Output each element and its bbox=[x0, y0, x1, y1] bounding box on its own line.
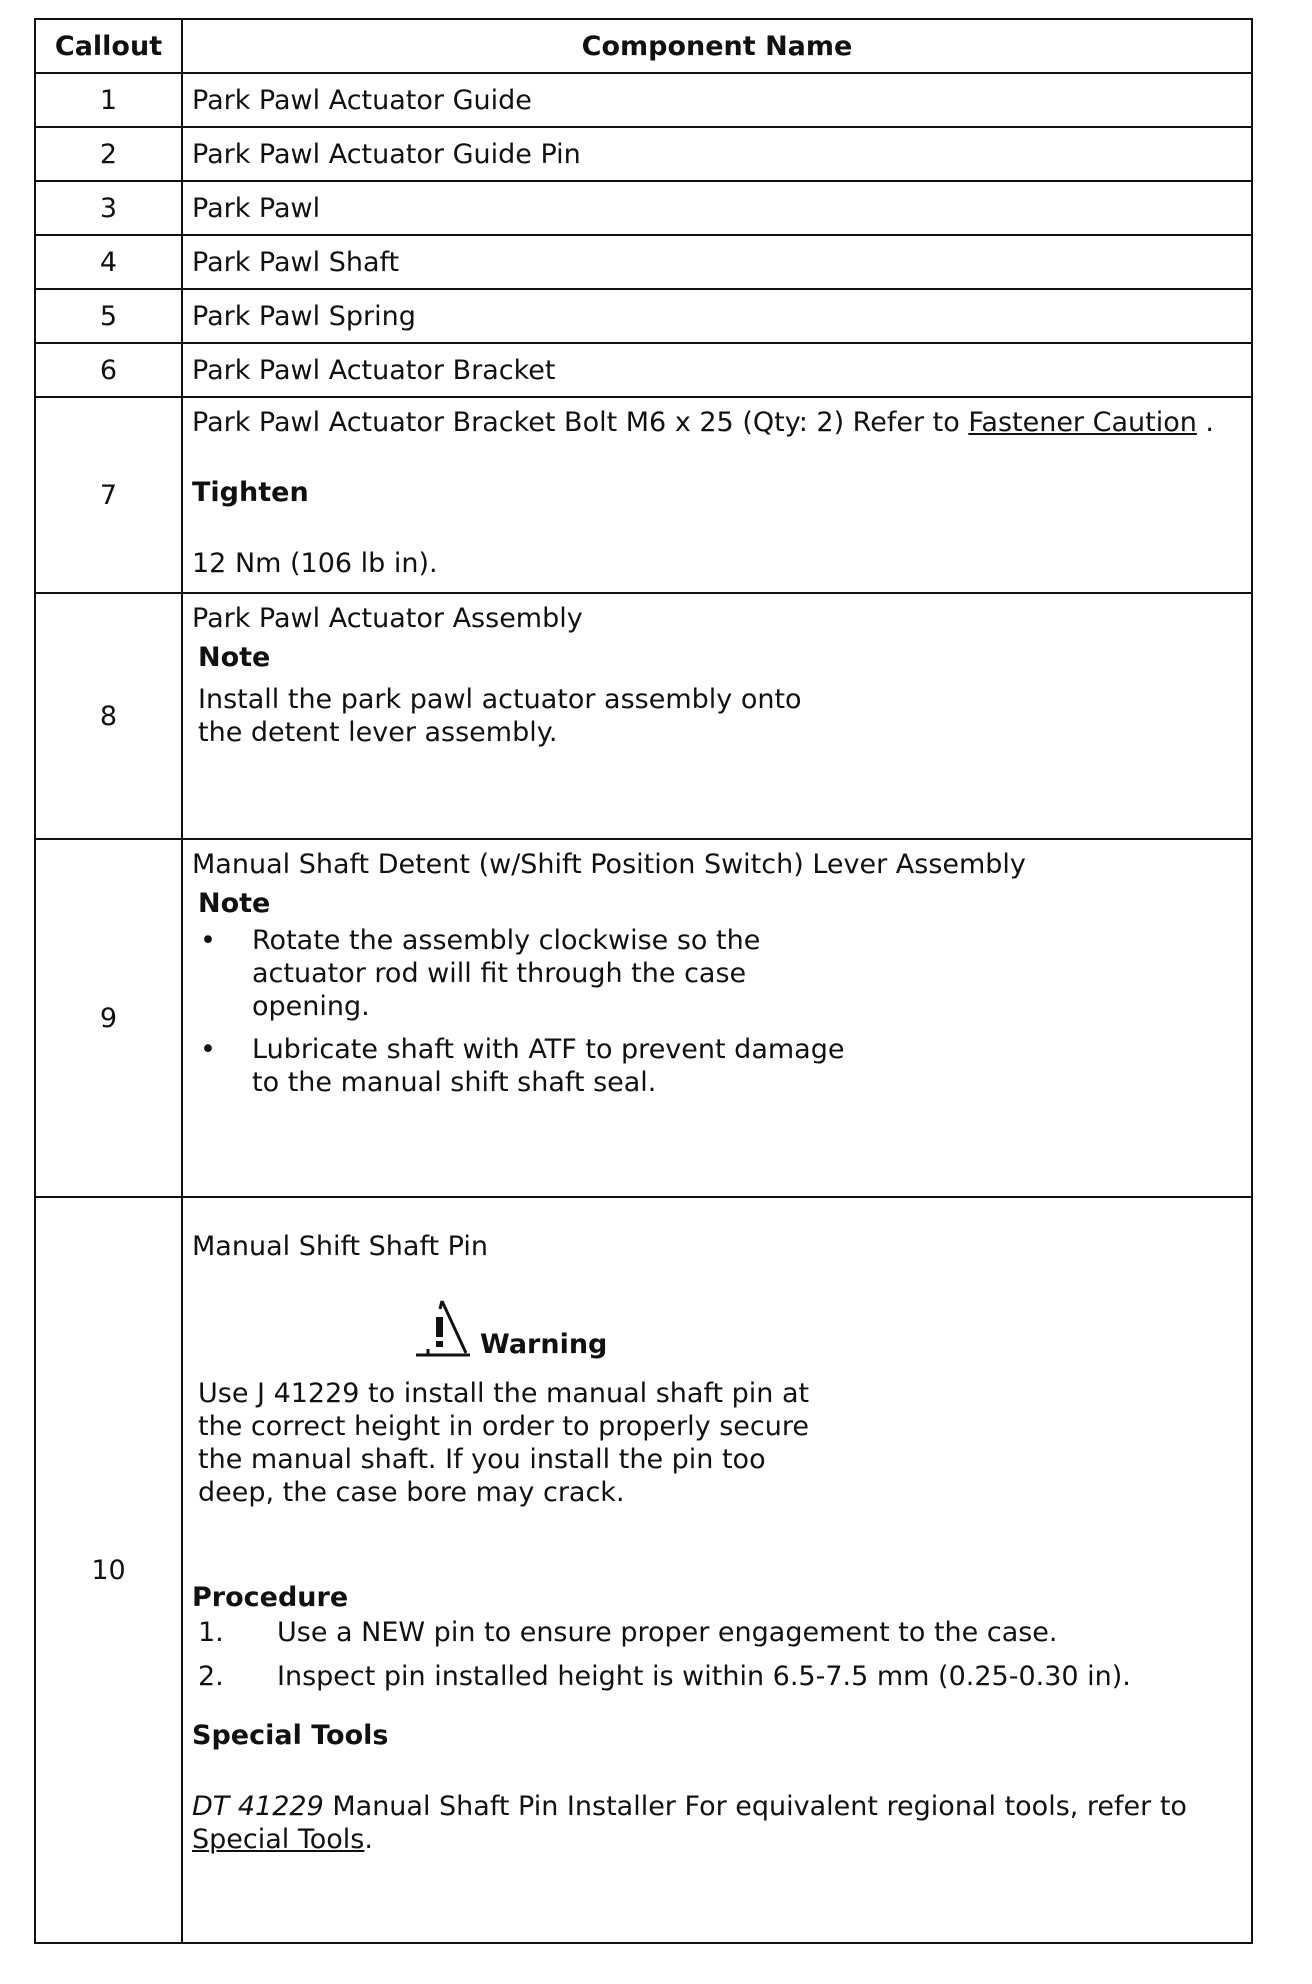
component-name: Manual Shift Shaft Pin bbox=[192, 1231, 488, 1262]
special-tools-link[interactable]: Special Tools bbox=[192, 1824, 365, 1855]
component-name: Park Pawl Actuator Guide bbox=[182, 73, 1252, 127]
list-item: • Rotate the assembly clockwise so the actuator rod will fit through the case opening. bbox=[200, 925, 761, 1022]
tighten-label: Tighten bbox=[192, 477, 309, 508]
callout-number: 2 bbox=[35, 127, 182, 181]
component-name: Park Pawl Actuator Assembly bbox=[192, 603, 583, 634]
torque-spec: 12 Nm (106 lb in). bbox=[192, 548, 438, 579]
callout-number: 1 bbox=[35, 73, 182, 127]
callout-number: 7 bbox=[35, 397, 182, 593]
table-row bbox=[35, 593, 1252, 839]
callout-number: 6 bbox=[35, 343, 182, 397]
component-name: Park Pawl Spring bbox=[182, 289, 1252, 343]
component-name: Park Pawl Shaft bbox=[182, 235, 1252, 289]
warning-header bbox=[414, 1293, 1241, 1363]
table-row bbox=[35, 289, 1252, 343]
table-row bbox=[35, 839, 1252, 1197]
component-cell bbox=[182, 397, 1252, 593]
component-name: Park Pawl Actuator Bracket bbox=[182, 343, 1252, 397]
component-cell bbox=[182, 839, 1252, 1197]
callout-number: 10 bbox=[35, 1197, 182, 1943]
component-name: Park Pawl Actuator Bracket Bolt M6 x 25 (Qty: 2) Refer to Fastener Caution . bbox=[192, 407, 1215, 438]
component-cell bbox=[182, 593, 1252, 839]
list-item: • Lubricate shaft with ATF to prevent damage to the manual shift shaft seal. bbox=[200, 1034, 845, 1098]
special-tools-text: DT 41229 Manual Shaft Pin Installer For equivalent regional tools, refer to Special Tools. bbox=[192, 1791, 1187, 1855]
warning-label: Warning bbox=[480, 1329, 608, 1360]
note-text: Install the park pawl actuator assembly onto the detent lever assembly. bbox=[198, 684, 802, 748]
callout-number: 4 bbox=[35, 235, 182, 289]
note-label: Note bbox=[198, 888, 271, 919]
component-name: Park Pawl bbox=[182, 181, 1252, 235]
table-row bbox=[35, 235, 1252, 289]
fastener-caution-link[interactable]: Fastener Caution bbox=[968, 407, 1197, 438]
warning-text: Use J 41229 to install the manual shaft pin at the correct height in order to properly secure the manual shaft. If you install the pin too deep, the case bore may crack. bbox=[198, 1378, 810, 1508]
table-row bbox=[35, 343, 1252, 397]
component-name: Manual Shaft Detent (w/Shift Position Switch) Lever Assembly bbox=[192, 849, 1026, 880]
tool-name: DT 41229 bbox=[192, 1791, 324, 1822]
special-tools-label: Special Tools bbox=[192, 1720, 389, 1751]
table-row bbox=[35, 73, 1252, 127]
table-header-row bbox=[35, 19, 1252, 73]
note-bullets bbox=[192, 924, 1241, 1099]
callout-number: 9 bbox=[35, 839, 182, 1197]
callout-number: 5 bbox=[35, 289, 182, 343]
note-label: Note bbox=[198, 642, 271, 673]
procedure-label: Procedure bbox=[192, 1582, 349, 1613]
table-row bbox=[35, 181, 1252, 235]
callout-header: Callout bbox=[35, 19, 182, 73]
callout-number: 8 bbox=[35, 593, 182, 839]
component-cell bbox=[182, 1197, 1252, 1943]
list-item: 2. Inspect pin installed height is within 6.5-7.5 mm (0.25-0.30 in). bbox=[198, 1661, 1131, 1692]
component-name: Park Pawl Actuator Guide Pin bbox=[182, 127, 1252, 181]
table-row bbox=[35, 1197, 1252, 1943]
procedure-steps bbox=[192, 1616, 1241, 1693]
table-row bbox=[35, 127, 1252, 181]
warning-icon bbox=[414, 1297, 474, 1363]
callout-number: 3 bbox=[35, 181, 182, 235]
callout-table bbox=[34, 18, 1253, 1944]
component-name-header: Component Name bbox=[182, 19, 1252, 73]
list-item: 1. Use a NEW pin to ensure proper engagement to the case. bbox=[198, 1617, 1058, 1648]
table-row bbox=[35, 397, 1252, 593]
